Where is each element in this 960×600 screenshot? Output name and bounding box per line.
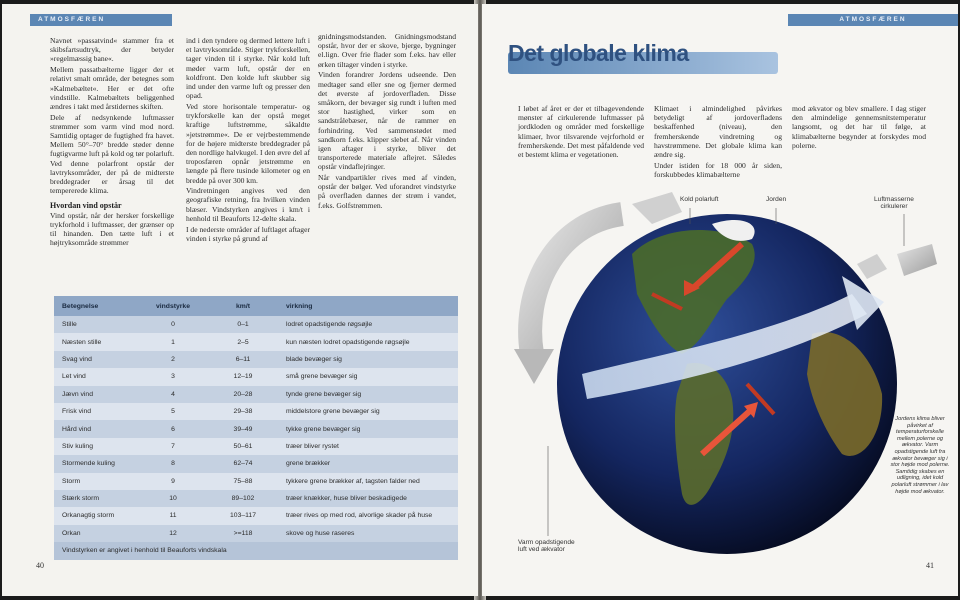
paragraph: Vindretningen angives ved den geografiske retning, fra hvilken vinden blæser. Vindstyrken angives i km/t i henhold til Beauforts 12-delte skala. xyxy=(186,186,310,223)
table-row xyxy=(54,386,458,403)
table-cell: Stærk storm xyxy=(62,495,100,503)
table-cell: 50–61 xyxy=(233,442,253,450)
table-row xyxy=(54,368,458,385)
label-line: cirkulerer xyxy=(880,203,908,210)
table-cell: træer rives op med rod, alvorlige skader på huse xyxy=(286,512,433,520)
paragraph: Når vandpartikler rives med af vinden, opstår der bølger. Ved uforandret vindstyrke på overfladen dannes der strøm i vandet, f.eks. Golfstrømmen. xyxy=(318,173,456,210)
table-cell: 103–117 xyxy=(230,512,256,520)
table-cell: tykke grene bevæger sig xyxy=(286,425,361,433)
header-cell: vindstyrke xyxy=(155,302,190,310)
table-row xyxy=(54,455,458,472)
table-cell: 10 xyxy=(169,495,177,503)
page-number: 40 xyxy=(36,561,44,570)
table-cell: 29–38 xyxy=(233,408,253,416)
paragraph: Mellem passatbælterne ligger der et relativt smalt område, der betegnes som »Kalmebæltet«. Her er det ofte vindstille. Kalmebæltets beliggenhed ændres i takt med årstidernes skiften. xyxy=(50,65,174,111)
table-cell: 1 xyxy=(171,338,175,346)
table-cell: 7 xyxy=(171,442,175,450)
paragraph: I løbet af året er der et tilbagevendende mønster af cirkulerende luftmasser på jordkloden og områder med forskellige klimaer, hvor tilsvarende vejrforhold er fremherskende. Det mest påfaldende ved et bestemt klima er vegetationen. xyxy=(518,104,644,160)
table-cell: 12 xyxy=(169,529,177,537)
table-cell: små grene bevæger sig xyxy=(286,373,358,381)
table-cell: 75–88 xyxy=(233,477,253,485)
paragraph: mod ækvator og blev smallere. I dag stiger den almindelige gennemsnitstemperatur langsomt, og det har til følge, at klimabælterne begynder at forskydes mod polerne. xyxy=(792,104,926,150)
table-cell: Orkan xyxy=(62,529,81,537)
table-cell: 8 xyxy=(171,460,175,468)
intro-column-1 xyxy=(518,104,644,161)
paragraph: Under istiden for 18 000 år siden, forskubbedes klimabælterne xyxy=(654,160,782,179)
table-cell: træer knækker, huse bliver beskadigede xyxy=(286,495,407,503)
table-cell: Hård vind xyxy=(62,425,92,433)
table-footer: Vindstyrken er angivet i henhold til Beauforts vindskala xyxy=(54,542,458,560)
paragraph: Ved store horisontale temperatur- og trykforskelle kan der opstå meget kraftige luftstrømme, såkaldte »jetstrømme«. De er vejrbestemmende for de højere midterste breddegrader på den nordlige halvkugel. I den øvre del af troposfæren opnår jetstrømme en længde på flere tusinde kilometer og en bredde på over 300 km. xyxy=(186,101,310,185)
table-row xyxy=(54,316,458,333)
table-cell: middelstore grene bevæger sig xyxy=(286,408,380,416)
table-cell: 6 xyxy=(171,425,175,433)
section-header-left: ATMOSFÆREN xyxy=(30,14,172,26)
table-cell: 6–11 xyxy=(235,355,251,363)
label-cold-polar-air: Kold polarluft xyxy=(680,196,719,203)
table-cell: 9 xyxy=(171,477,175,485)
table-cell: tykkere grene brækker af, tagsten falder ned xyxy=(286,477,420,485)
paragraph: Navnet »passatvind« stammer fra et skibsfartsudtryk, der betyder »regelmæssig bane«. xyxy=(50,36,174,64)
table-row xyxy=(54,438,458,455)
table-cell: grene brækker xyxy=(286,460,331,468)
table-cell: skove og huse raseres xyxy=(286,529,355,537)
text-column-1 xyxy=(50,36,174,249)
table-cell: 0–1 xyxy=(237,321,249,329)
table-cell: Let vind xyxy=(62,373,86,381)
page-number: 41 xyxy=(926,561,934,570)
text-column-2 xyxy=(186,36,310,244)
table-row xyxy=(54,403,458,420)
label-warm-rising-air xyxy=(518,539,608,553)
table-cell: 2–5 xyxy=(237,338,249,346)
left-page xyxy=(2,4,478,596)
table-cell: 20–28 xyxy=(233,390,253,398)
table-cell: 4 xyxy=(171,390,175,398)
table-header xyxy=(54,296,458,316)
circulation-arrow-right xyxy=(897,244,937,276)
table-cell: 11 xyxy=(169,512,177,520)
table-cell: 3 xyxy=(171,373,175,381)
table-cell: 89–102 xyxy=(231,495,255,503)
table-row xyxy=(54,351,458,368)
table-cell: Storm xyxy=(62,477,81,485)
header-cell: virkning xyxy=(286,302,313,310)
table-cell: 62–74 xyxy=(233,460,253,468)
table-cell: Orkanagtig storm xyxy=(62,512,115,520)
table-cell: blade bevæger sig xyxy=(286,355,342,363)
paragraph: gnidningsmodstanden. Gnidningsmodstand opstår, hvor der er skove, bjerge, bygninger el.lign. Over frie flader som f.eks. hav eller ørken tiltager vinden i styrke. xyxy=(318,32,456,69)
table-cell: 0 xyxy=(171,321,175,329)
paragraph: Dele af nedsynkende luftmasser strømmer som varm vind mod nord. Samtidig optager de fugtighed fra havet. Mellem 50°–70° bredde støder denne fugtigvarme luft på kold og tør polarluft. Ved denne polarfront opstår der lavtryksområder, der på de midterste breddegrader er årsag til det tempererede klima. xyxy=(50,112,174,196)
table-cell: >=118 xyxy=(233,529,253,537)
label-line: Luftmasserne xyxy=(874,196,914,203)
beaufort-table xyxy=(54,296,458,560)
paragraph: Vinden forandrer Jordens udseende. Den medtager sand eller sne og fjerner dermed det øverste af jordoverfladen. Disse småkorn, der bevæger sig rundt i luften med stor hastighed, virker som en sandstrålebæser, når de rammer en forhindring. Ved sammenstødet med sandkorn f.eks. klipper slebet af. Når vinden igen aftager i styrke, bliver det transporterede materiale aflejret. Således opstår vindaflejringer. xyxy=(318,70,456,172)
table-row xyxy=(54,333,458,350)
text-column-3 xyxy=(318,32,456,211)
side-note: Jordens klima bliver påvirket af temperaturforskelle mellem polerne og ækvator. Varm opadstigende luft fra ækvator bevæger sig i stor højde mod polerne. Samtidig skabes en udligning, idet kold polarluft strømmer i lav højde mod ækvator. xyxy=(890,416,950,495)
table-cell: lodret opadstigende røgsøjle xyxy=(286,321,373,329)
page-title: Det globale klima xyxy=(508,40,689,66)
section-header-right: ATMOSFÆREN xyxy=(788,14,958,26)
circulation-arrow-top xyxy=(632,192,682,224)
paragraph: ind i den tyndere og dermed lettere luft i et lavtryksområde. Stiger trykforskellen, tager vinden til i styrke. Når kold luft møder varm luft, opstår der en koldfront. Den kolde luft skubber sig ind under den varme luft og presser den opad. xyxy=(186,36,310,101)
table-cell: tynde grene bevæger sig xyxy=(286,390,362,398)
intro-column-3 xyxy=(792,104,926,152)
table-cell: Stormende kuling xyxy=(62,460,115,468)
paragraph: I de nederste områder af luftlaget aftager vinden i styrke på grund af xyxy=(186,224,310,243)
section-heading: Hvordan vind opstår xyxy=(50,201,122,211)
table-cell: Næsten stille xyxy=(62,338,102,346)
table-row xyxy=(54,490,458,507)
paragraph: Klimaet i almindelighed påvirkes betydeligt af jordoverfladens beskaffenhed (niveau), den fremherskende vindretning og havstrømmene. Det globale klima kan ændre sig. xyxy=(654,104,782,160)
table-row xyxy=(54,420,458,437)
table-cell: 39–49 xyxy=(233,425,253,433)
intro-column-2 xyxy=(654,104,782,181)
arrow-head xyxy=(514,349,554,384)
table-row xyxy=(54,473,458,490)
header-cell: Betegnelse xyxy=(62,302,99,310)
table-cell: 12–19 xyxy=(233,373,253,381)
table-cell: 5 xyxy=(171,408,175,416)
globe-graphic xyxy=(512,184,952,584)
label-earth: Jorden xyxy=(766,196,787,203)
label-line: Varm opadstigende xyxy=(518,539,575,546)
table-cell: træer bliver rystet xyxy=(286,442,339,450)
label-line: luft ved ækvator xyxy=(518,546,565,553)
paragraph: Vind opstår, når der hersker forskellige trykforhold i luftmasser, der grænser op til hinanden. Den tætte luft i et højtryksområde strømmer xyxy=(50,210,174,248)
table-cell: Stiv kuling xyxy=(62,442,93,450)
table-row xyxy=(54,525,458,542)
table-cell: kun næsten lodret opadstigende røgsøjle xyxy=(286,338,410,346)
table-row xyxy=(54,507,458,524)
label-air-circulation xyxy=(864,196,924,210)
table-cell: 2 xyxy=(171,355,175,363)
globe-illustration xyxy=(512,184,952,584)
table-body xyxy=(54,316,458,542)
right-page xyxy=(482,4,958,596)
header-cell: km/t xyxy=(236,302,250,310)
table-cell: Jævn vind xyxy=(62,390,93,398)
table-cell: Stille xyxy=(62,321,77,329)
table-cell: Frisk vind xyxy=(62,408,92,416)
table-cell: Svag vind xyxy=(62,355,92,363)
